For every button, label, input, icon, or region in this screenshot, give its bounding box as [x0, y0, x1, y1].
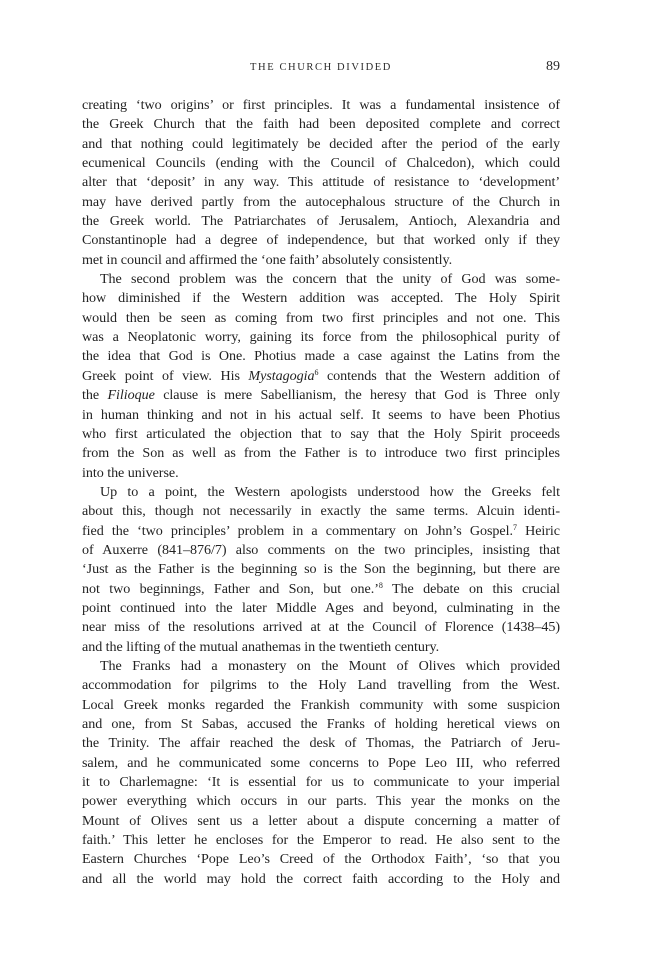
text-line	[82, 696, 560, 715]
line-text: ‘Just as the Father is the beginning so is the Son the beginning, but there are	[82, 561, 560, 578]
running-head	[82, 59, 560, 82]
line-text: how diminished if the Western addition was accepted. The Holy Spirit	[82, 290, 560, 307]
line-text: Heiric	[516, 522, 560, 539]
line-text: Constantinople had a degree of independence, but that worked only if they	[82, 232, 560, 249]
line-text: The debate on this crucial	[382, 580, 560, 597]
line-text: and that nothing could legitimately be decided after the period of the early	[82, 135, 560, 152]
text-line	[82, 135, 560, 154]
line-text: and the lifting of the mutual anathemas in the twentieth century.	[82, 638, 440, 655]
line-text: would then be seen as coming from two first principles and not one. This	[82, 309, 560, 326]
line-text: salem, and he communicated some concerns to Pope Leo III, who referred	[82, 754, 560, 771]
line-text: clause is mere Sabellianism, the heresy that God is Three only	[154, 387, 560, 404]
line-text: Greek point of view. His	[82, 367, 249, 384]
page-number: 89	[546, 59, 560, 74]
text-line	[82, 444, 560, 463]
running-title: THE CHURCH DIVIDED	[250, 62, 392, 73]
footnote-ref: 8	[378, 580, 383, 590]
text-line	[82, 522, 560, 541]
line-text: alter that ‘deposit’ in any way. This attitude of resistance to ‘development’	[82, 174, 560, 191]
text-line	[82, 367, 560, 386]
line-text: and all the world may hold the correct faith according to the Holy and	[82, 870, 560, 887]
line-text: who first articulated the objection that to say that the Holy Spirit proceeds	[82, 425, 560, 442]
text-line	[82, 328, 560, 347]
text-line	[82, 734, 560, 753]
text-line	[82, 309, 560, 328]
line-text: fied the ‘two principles’ problem in a commentary on John’s Gospel.	[82, 522, 513, 539]
line-text: accommodation for pilgrims to the Holy Land travelling from the West.	[82, 677, 560, 694]
text-line	[82, 773, 560, 792]
line-text: may have derived partly from the autocephalous structure of the Church in	[82, 193, 560, 210]
line-text: and one, from St Sabas, accused the Franks of holding heretical views on	[82, 716, 560, 732]
text-line	[82, 289, 560, 308]
text-line	[82, 870, 560, 889]
line-text: from the Son as well as from the Father is to introduce two first principles	[82, 445, 560, 462]
text-line	[82, 96, 560, 115]
italic-term: Filioque	[107, 387, 155, 404]
line-text: Up to a point, the Western apologists understood how the Greeks felt	[100, 483, 560, 500]
line-text: power everything which occurs in our parts. This year the monks on the	[82, 793, 560, 810]
line-text: creating ‘two origins’ or first principles. It was a fundamental insistence of	[82, 97, 560, 113]
text-line	[82, 115, 560, 134]
text-line	[82, 231, 560, 250]
text-line	[82, 850, 560, 869]
text-line	[82, 541, 560, 560]
italic-term: Mystagogia	[248, 367, 315, 384]
text-line	[82, 406, 560, 425]
text-line	[82, 715, 560, 734]
text-line	[82, 657, 560, 676]
line-text: near miss of the resolutions arrived at at the Council of Florence (1438–45)	[82, 619, 560, 636]
text-line	[82, 580, 560, 599]
text-line	[82, 483, 560, 502]
line-text: the Greek world. The Patriarchates of Jerusalem, Antioch, Alexandria and	[82, 213, 560, 230]
line-text: The Franks had a monastery on the Mount of Olives which provided	[100, 657, 560, 674]
text-line	[82, 154, 560, 173]
text-line	[82, 676, 560, 695]
footnote-ref: 7	[512, 522, 517, 532]
text-line	[82, 618, 560, 637]
line-text: the Trinity. The affair reached the desk of Thomas, the Patriarch of Jeru-	[82, 735, 560, 752]
line-text: the	[82, 387, 108, 404]
line-text: contends that the Western addition of	[318, 367, 560, 384]
text-line	[82, 560, 560, 579]
line-text: faith.’ This letter he encloses for the Emperor to read. He also sent to the	[82, 832, 560, 849]
text-line	[82, 754, 560, 773]
text-line	[82, 347, 560, 366]
body-text	[82, 96, 560, 889]
text-line	[82, 251, 560, 270]
text-line	[82, 270, 560, 289]
line-text: into the universe.	[82, 464, 179, 481]
line-text: ecumenical Councils (ending with the Council of Chalcedon), which could	[82, 155, 560, 172]
text-line	[82, 193, 560, 212]
text-line	[82, 599, 560, 618]
line-text: was a Neoplatonic worry, gaining its force from the philosophical purity of	[82, 329, 560, 346]
text-line	[82, 812, 560, 831]
text-line	[82, 831, 560, 850]
text-line	[82, 173, 560, 192]
line-text: of Auxerre (841–876/7) also comments on the two principles, insisting that	[82, 541, 560, 558]
text-line	[82, 386, 560, 405]
text-line	[82, 425, 560, 444]
line-text: Mount of Olives sent us a letter about a dispute concerning a matter of	[82, 812, 560, 829]
line-text: the idea that God is One. Photius made a case against the Latins from the	[82, 348, 560, 365]
footnote-ref: 6	[314, 367, 319, 377]
line-text: the Greek Church that the faith had been deposited complete and correct	[82, 116, 560, 133]
line-text: Eastern Churches ‘Pope Leo’s Creed of the Orthodox Faith’, ‘so that you	[82, 851, 560, 868]
text-line	[82, 792, 560, 811]
text-line	[82, 502, 560, 521]
text-line	[82, 638, 560, 657]
line-text: in human thinking and not in his actual self. It seems to have been Photius	[82, 406, 560, 423]
line-text: about this, though not necessarily in exactly the same terms. Alcuin identi-	[82, 503, 560, 520]
line-text: met in council and affirmed the ‘one faith’ absolutely consistently.	[82, 251, 453, 268]
line-text: point continued into the later Middle Ages and beyond, culminating in the	[82, 599, 560, 616]
text-line	[82, 464, 560, 483]
line-text: not two beginnings, Father and Son, but one.’	[82, 580, 379, 597]
text-line	[82, 212, 560, 231]
line-text: The second problem was the concern that the unity of God was some-	[100, 271, 560, 288]
line-text: it to Charlemagne: ‘It is essential for us to communicate to your imperial	[82, 774, 560, 791]
line-text: Local Greek monks regarded the Frankish community with some suspicion	[82, 696, 560, 713]
